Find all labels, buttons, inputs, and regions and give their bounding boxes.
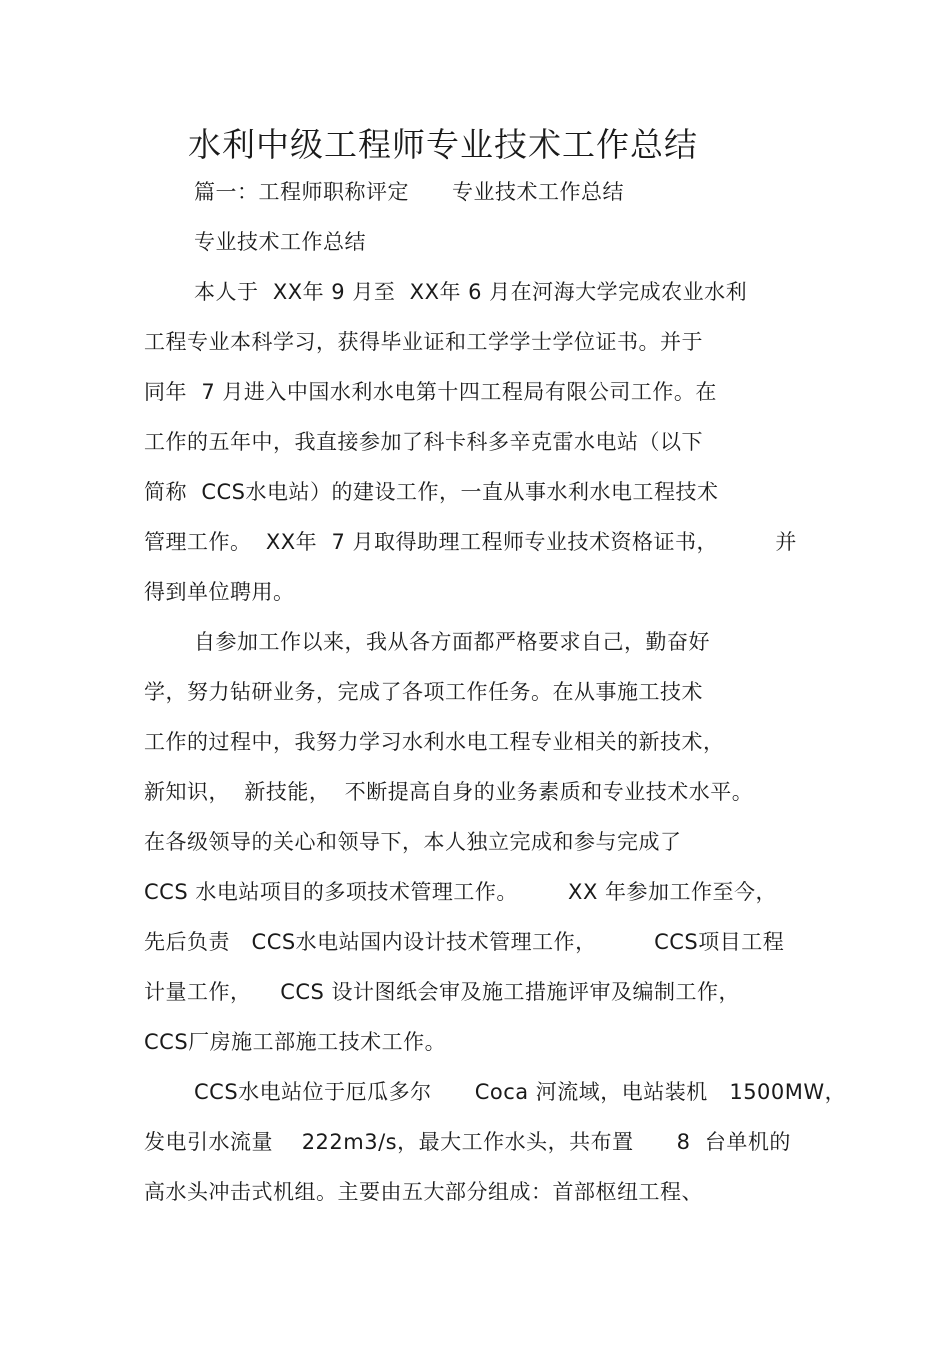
paragraph-line: 在各级领导的关心和领导下，本人独立完成和参与完成了 xyxy=(144,830,682,854)
paragraph-line: CCS厂房施工部施工技术工作。 xyxy=(144,1030,447,1054)
paragraph-line: 计量工作， CCS 设计图纸会审及施工措施评审及编制工作， xyxy=(144,980,741,1004)
subtitle-line: 篇一：工程师职称评定 专业技术工作总结 xyxy=(194,180,625,204)
paragraph-line: 先后负责 CCS水电站国内设计技术管理工作， CCS项目工程 xyxy=(144,930,785,954)
document-title: 水利中级工程师专业技术工作总结 xyxy=(188,125,698,164)
paragraph-line: CCS水电站位于厄瓜多尔 Coca 河流域，电站装机 1500MW， xyxy=(194,1080,847,1104)
paragraph-line: 工作的过程中，我努力学习水利水电工程专业相关的新技术， xyxy=(144,730,725,754)
section-heading: 专业技术工作总结 xyxy=(194,230,366,254)
paragraph-line: 高水头冲击式机组。主要由五大部分组成：首部枢纽工程、 xyxy=(144,1180,703,1204)
paragraph-line: 简称 CCS水电站）的建设工作，一直从事水利水电工程技术 xyxy=(144,480,719,504)
paragraph-line: 工作的五年中，我直接参加了科卡科多辛克雷水电站（以下 xyxy=(144,430,703,454)
paragraph-line: 本人于 XX年 9 月至 XX年 6 月在河海大学完成农业水利 xyxy=(194,280,748,304)
paragraph-line: 发电引水流量 222m3/s，最大工作水头，共布置 8 台单机的 xyxy=(144,1130,791,1154)
paragraph-line: 同年 7 月进入中国水利水电第十四工程局有限公司工作。在 xyxy=(144,380,717,404)
paragraph-line: CCS 水电站项目的多项技术管理工作。 XX 年参加工作至今， xyxy=(144,880,778,904)
paragraph-line: 工程专业本科学习，获得毕业证和工学学士学位证书。并于 xyxy=(144,330,703,354)
paragraph-line: 新知识， 新技能， 不断提高自身的业务素质和专业技术水平。 xyxy=(144,780,754,804)
paragraph-line: 得到单位聘用。 xyxy=(144,580,295,604)
paragraph-line: 自参加工作以来，我从各方面都严格要求自己，勤奋好 xyxy=(194,630,710,654)
paragraph-line: 学，努力钻研业务，完成了各项工作任务。在从事施工技术 xyxy=(144,680,703,704)
paragraph-line: 管理工作。 XX年 7 月取得助理工程师专业技术资格证书， 并 xyxy=(144,530,797,554)
